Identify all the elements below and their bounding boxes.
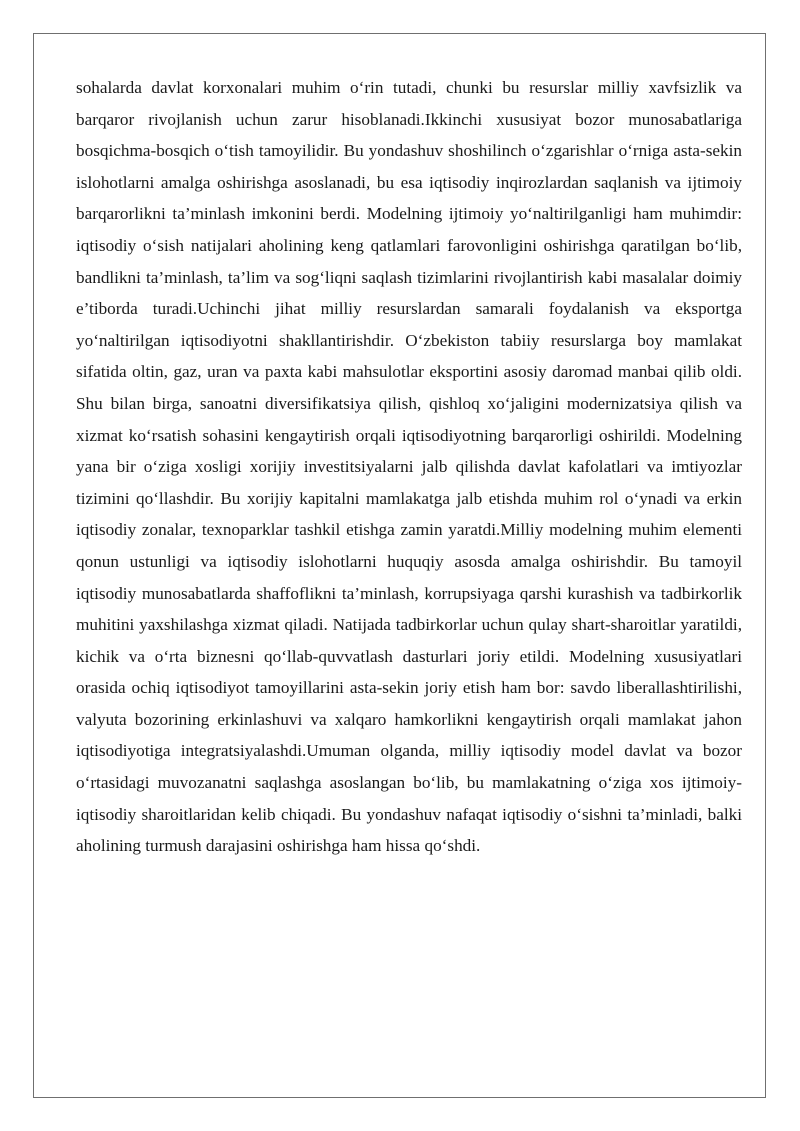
body-paragraph: sohalarda davlat korxonalari muhim o‘rin tutadi, chunki bu resurslar milliy xavfsizlik va barqaror rivojlanish uchun zarur hisoblanadi.Ikkinchi xususiyat bozor munosabatlariga bosqichma-bosqich o‘tish tamoyilidir. Bu yondashuv shoshilinch o‘zgarishlar o‘rniga asta-sekin islohotlarni amalga oshirishga asoslanadi, bu esa iqtisodiy inqirozlardan saqlanish va ijtimoiy barqarorlikni ta’minlash imkonini berdi. Modelning ijtimoiy yo‘naltirilganligi ham muhimdir: iqtisodiy o‘sish natijalari aholining keng qatlamlari farovonligini oshirishga qaratilgan bo‘lib, bandlikni ta’minlash, ta’lim va sog‘liqni saqlash tizimlarini rivojlantirish kabi masalalar doimiy e’tiborda turadi.Uchinchi jihat milliy resurslardan samarali foydalanish va eksportga yo‘naltirilgan iqtisodiyotni shakllantirishdir. O‘zbekiston tabiiy resurslarga boy mamlakat sifatida oltin, gaz, uran va paxta kabi mahsulotlar eksportini asosiy daromad manbai qilib oldi. Shu bilan birga, sanoatni diversifikatsiya qilish, qishloq xo‘jaligini modernizatsiya qilish va xizmat ko‘rsatish sohasini kengaytirish orqali iqtisodiyotning barqarorligi oshirildi. Modelning yana bir o‘ziga xosligi xorijiy investitsiyalarni jalb qilishda davlat kafolatlari va imtiyozlar tizimini qo‘llashdir. Bu xorijiy kapitalni mamlakatga jalb etishda muhim rol o‘ynadi va erkin iqtisodiy zonalar, texnoparklar tashkil etishga zamin yaratdi.Milliy modelning muhim elementi qonun ustunligi va iqtisodiy islohotlarni huquqiy asosda amalga oshirishdir. Bu tamoyil iqtisodiy munosabatlarda shaffoflikni ta’minlash, korrupsiyaga qarshi kurashish va tadbirkorlik muhitini yaxshilashga xizmat qiladi. Natijada tadbirkorlar uchun qulay shart-sharoitlar yaratildi, kichik va o‘rta biznesni qo‘llab-quvvatlash dasturlari joriy etildi. Modelning xususiyatlari orasida ochiq iqtisodiyot tamoyillarini asta-sekin joriy etish ham bor: savdo liberallashtirilishi, valyuta bozorining erkinlashuvi va xalqaro hamkorlikni kengaytirish orqali mamlakat jahon iqtisodiyotiga integratsiyalashdi.Umuman olganda, milliy iqtisodiy model davlat va bozor o‘rtasidagi muvozanatni saqlashga asoslangan bo‘lib, bu mamlakatning o‘ziga xos ijtimoiy-iqtisodiy sharoitlaridan kelib chiqadi. Bu yondashuv nafaqat iqtisodiy o‘sishni ta’minladi, balki aholining turmush darajasini oshirishga ham hissa qo‘shdi.: [76, 78, 742, 856]
